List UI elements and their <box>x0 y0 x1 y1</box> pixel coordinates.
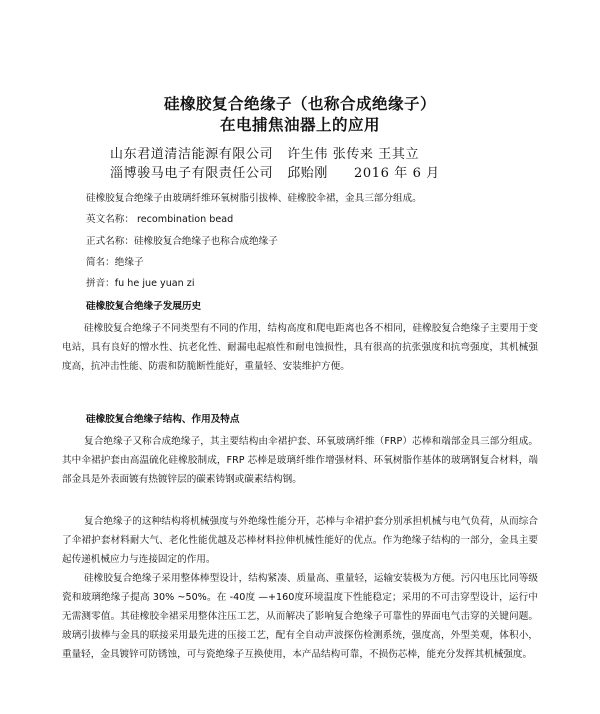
author-line-1 <box>110 143 419 162</box>
intro-summary: 硅橡胶复合绝缘子由玻璃纤维环氧树脂引拔棒、硅橡胶伞裙，金具三部分组成。 <box>86 193 422 204</box>
document-title-line1: 硅橡胶复合绝缘子（也称合成绝缘子） <box>163 95 436 113</box>
intro-english-name: 英文名称： recombination bead <box>86 214 234 225</box>
section-heading-structure: 硅橡胶复合绝缘子结构、作用及特点 <box>86 414 240 425</box>
section-paragraph-structure-3: 硅橡胶复合绝缘子采用整体棒型设计，结构紧凑、质量高、重量轻，运输安装极为方便。污闪电压比同等级瓷和玻璃绝缘子提高 30% ~50%。在 -40度 —+160度环境温度下性能稳定；采用的不可击穿型设计，运行中无需测零值。其硅橡胶伞裙采用整体注压工艺，从而解决了影响复合绝缘子可靠性的界面电气击穿的关键问题。玻璃引拔棒与金具的联接采用最先进的压接工艺，配有全自动声波探伤检测系统，强度高，外型美观，体积小，重量轻，金具镀锌可防锈蚀，可与瓷绝缘子互换使用，本产品结构可靠，不损伤芯棒，能充分发挥其机械强度。 <box>62 573 538 660</box>
author-org-2: 淄博骏马电子有限责任公司 <box>110 166 274 181</box>
section-paragraph-history: 硅橡胶复合绝缘子不同类型有不同的作用，结构高度和爬电距离也各不相同，硅橡胶复合绝缘子主要用于变电站，具有良好的憎水性、抗老化性、耐漏电起痕性和耐电蚀损性，具有很高的抗张强度和抗弯强度，其机械强度高，抗冲击性能、防震和防脆断性能好，重量轻、安装维护方便。 <box>62 323 538 372</box>
author-org-1: 山东君道清洁能源有限公司 <box>110 147 274 162</box>
publish-date: 2016 年 6 月 <box>354 166 440 181</box>
section-paragraph-structure-2: 复合绝缘子的这种结构将机械强度与外绝缘性能分开，芯棒与伞裙护套分别承担机械与电气负荷，从而综合了伞裙护套材料耐大气、老化性能优越及芯棒材料拉伸机械性能好的优点。作为绝缘子结构的一部分，金具主要起传递机械应力与连接固定的作用。 <box>62 516 538 565</box>
section-heading-history: 硅橡胶复合绝缘子发展历史 <box>86 301 202 312</box>
author-names-1: 许生伟 张传来 王其立 <box>287 147 420 162</box>
section-paragraph-structure-1: 复合绝缘子又称合成绝缘子，其主要结构由伞裙护套、环氧玻璃纤维（FRP）芯棒和端部金具三部分组成。其中伞裙护套由高温硫化硅橡胶制成，FRP 芯棒是玻璃纤维作增强材料、环氧树脂作基体的玻璃钢复合材料，端部金具是外表面镀有热镀锌层的碳素铸钢或碳素结构钢。 <box>62 436 538 485</box>
author-line-2 <box>110 162 440 181</box>
intro-pinyin: 拼音：fu he jue yuan zi <box>86 278 195 289</box>
intro-short-name: 简名：绝缘子 <box>86 257 144 268</box>
document-title-line2: 在电捕焦油器上的应用 <box>219 116 380 134</box>
author-name-2: 邱贻刚 <box>287 166 329 181</box>
intro-formal-name: 正式名称：硅橡胶复合绝缘子也称合成绝缘子 <box>86 236 278 247</box>
